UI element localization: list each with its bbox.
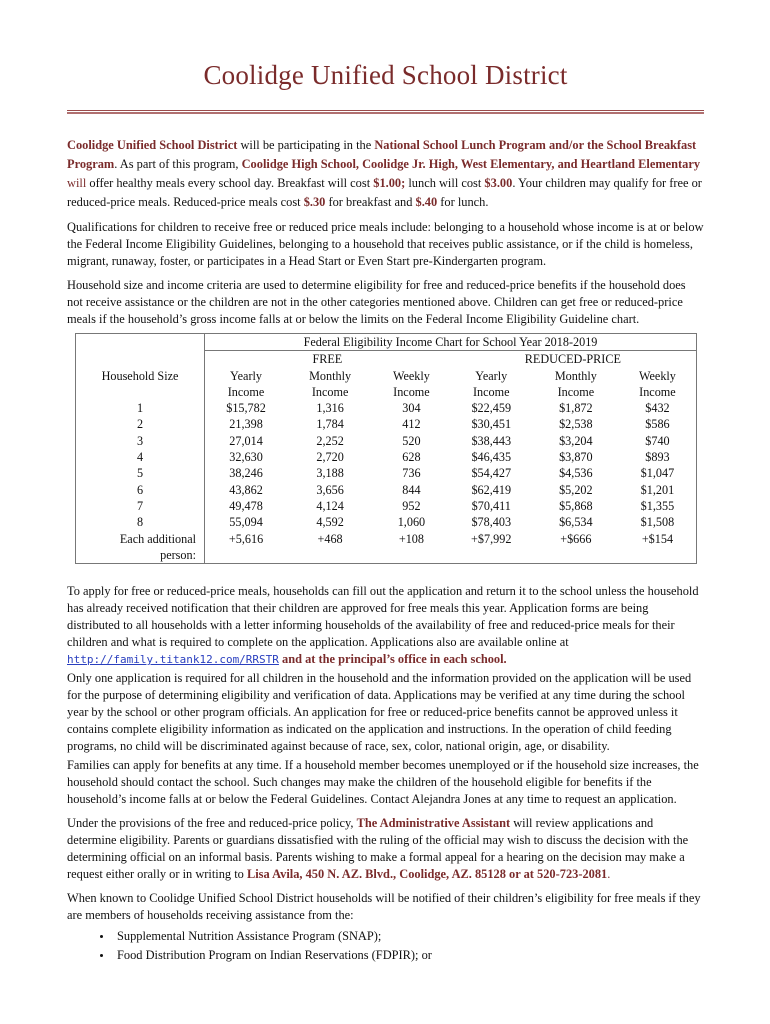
table-row: 6 43,862 3,656 844 $62,419 $5,202 $1,201 — [76, 482, 697, 498]
reduced-lunch-price: $.40 — [415, 195, 438, 209]
hearing-contact: Lisa Avila, 450 N. AZ. Blvd., Coolidge, AZ. 85128 or at 520-723-2081 — [246, 867, 608, 882]
title-divider — [67, 110, 704, 114]
reduced-label: REDUCED-PRICE — [524, 352, 621, 367]
qualifications-paragraph: Qualifications for children to receive free or reduced price meals include: belonging to a household whose income is at or below the Federal Income Eligibility Guidelines, belonging to a household that receives public assistance, or if the child is homeless, migrant, runaway, foster, or participates in a Head Start or Even Start pre-Kindergarten program. — [67, 220, 704, 268]
program-name: National School Lunch Program and/or the School Breakfast Program — [67, 138, 697, 171]
lunch-price: $3.00 — [484, 176, 513, 190]
determining-official: The Administrative Assistant — [356, 816, 511, 831]
table-row: 7 49,478 4,124 952 $70,411 $5,868 $1,355 — [76, 498, 697, 514]
table-header-row: Household Size Yearly Monthly Weekly Yearly Monthly Weekly — [76, 368, 697, 384]
income-chart-table — [75, 333, 697, 564]
families-paragraph: Families can apply for benefits at any time. If a household member becomes unemployed or if the household size increases, the household should contact the school. Such changes may make the children of the household eligible for benefits if the household’s income falls at or below the Federal Guidelines. Contact Alejandra Jones at any time to request an application. — [67, 758, 699, 807]
list-item: • Food Distribution Program on Indian Reservations (FDPIR); or — [113, 946, 704, 965]
table-row: 8 55,094 4,592 1,060 $78,403 $6,534 $1,508 — [76, 514, 697, 530]
table-title: Federal Eligibility Income Chart for School Year 2018-2019 — [205, 334, 697, 351]
application-link[interactable]: http://family.titank12.com/RRSTR — [67, 653, 279, 667]
additional-person-label: Each additional — [119, 531, 196, 546]
table-row: 1 $15,782 1,316 304 $22,459 $1,872 $432 — [76, 400, 697, 416]
policy-paragraph: Under the provisions of the free and reduced-price policy, The Administrative Assistant will review applications and determine eligibility. Parents or guardians dissatisfied with the ruling of the official may wish to discuss the decision with the determining official on an informal basis. Parents wishing to make a formal appeal for a hearing on the decision may make a request either orally or in writing to Lisa Avila, 450 N. AZ. Blvd., Coolidge, AZ. 85128 or at 520-723-2081. — [67, 816, 689, 882]
household-size-header: Household Size — [76, 368, 205, 384]
notified-paragraph: When known to Coolidge Unified School District households will be notified of their children’s eligibility for free meals if they are members of households receiving assistance from the: — [67, 891, 701, 923]
district-name: Coolidge Unified School District — [67, 138, 238, 152]
apply-paragraph: To apply for free or reduced-price meals, households can fill out the application and return it to the school unless the household has already received notification that their children are approved for free meals this year. Application forms are being distributed to all households with a letter informing households of the availability of free and reduced-price meals for their children and what is required to complete on the application. Applications also are available online at http://family.titank12.com/RRSTR and at the principal’s office in each school. — [67, 584, 699, 667]
breakfast-price: $1.00; — [373, 176, 406, 190]
table-header-row-2: Income Income Income Income Income Income — [76, 384, 697, 400]
table-row: 4 32,630 2,720 628 $46,435 $3,870 $893 — [76, 449, 697, 465]
intro-paragraph: Coolidge Unified School District will be participating in the National School Lunch Program and/or the School Breakfast Program. As part of this program, Coolidge High School, Coolidge Jr. High, West Elementary, and Heartland Elementary will offer healthy meals every school day. Breakfast will cost $1.00; lunch will cost $3.00. Your children may qualify for free or reduced-price meals. Reduced-price meals cost $.30 for breakfast and $.40 for lunch. — [67, 138, 702, 209]
one-application-paragraph: Only one application is required for all children in the household and the information provided on the application will be used for the purpose of determining eligibility and verification of data. Applications may be verified at any time during the school year by the school or other program officials. An application for free or reduced-price benefits cannot be approved unless it contains complete eligibility information as indicated on the application and instructions. In the operation of child feeding programs, no child will be discriminated against because of race, sex, color, national origin, age, or disability. — [67, 671, 692, 754]
page-title: Coolidge Unified School District — [203, 60, 568, 90]
household-criteria-paragraph: Household size and income criteria are used to determine eligibility for free and reduced-price benefits if the household does not receive assistance or the children are not in the other categories mentioned above. Children can get free or reduced-price meals if the household’s gross income falls at or below the limits on the Federal Income Eligibility Guideline chart. — [67, 278, 686, 326]
document-page — [67, 58, 704, 965]
table-row: 3 27,014 2,252 520 $38,443 $3,204 $740 — [76, 433, 697, 449]
table-group-row — [76, 351, 697, 368]
table-row-additional: Each additional person: +5,616 +468 +108 +$7,992 +$666 +$154 — [76, 531, 697, 564]
reduced-breakfast-price: $.30 — [303, 195, 326, 209]
assistance-programs-list — [67, 927, 704, 965]
table-row: 2 21,398 1,784 412 $30,451 $2,538 $586 — [76, 416, 697, 432]
table-row: 5 38,246 3,188 736 $54,427 $4,536 $1,047 — [76, 465, 697, 481]
list-item: • Supplemental Nutrition Assistance Program (SNAP); — [113, 927, 704, 946]
table-title-row — [76, 334, 697, 351]
free-label: FREE — [312, 352, 343, 367]
schools-list: Coolidge High School, Coolidge Jr. High, West Elementary, and Heartland Elementary — [241, 157, 701, 171]
